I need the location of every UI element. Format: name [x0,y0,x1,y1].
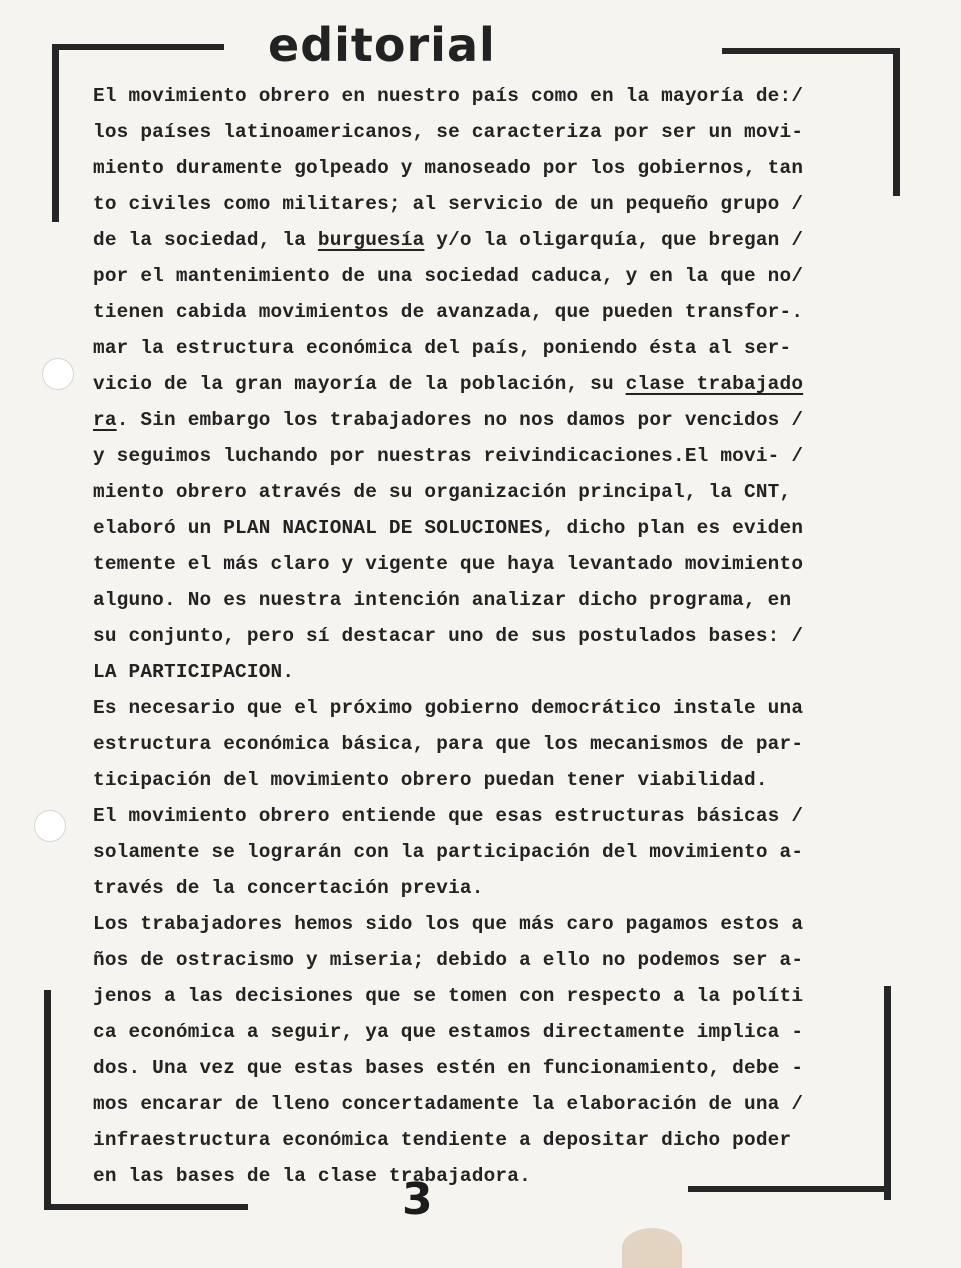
text-fragment: de la sociedad, la [93,229,318,251]
text-line-with-underline [93,366,893,402]
text-line: los países latinoamericanos, se caracteriza por ser un movi- [93,121,804,143]
frame-left-lower-bar [44,990,51,1208]
text-line: elaboró un PLAN NACIONAL DE SOLUCIONES, dicho plan es eviden [93,517,804,539]
text-line: dos. Una vez que estas bases estén en funcionamiento, debe - [93,1057,804,1079]
text-line: mar la estructura económica del país, poniendo ésta al ser- [93,337,792,359]
frame-top-right-bar [722,48,900,54]
text-line: LA PARTICIPACION. [93,661,295,683]
text-line: su conjunto, pero sí destacar uno de sus postulados bases: / [93,625,804,647]
editorial-body [93,78,893,1194]
underlined-word-burguesia: burguesía [317,229,425,251]
text-line: Es necesario que el próximo gobierno democrático instale una [93,697,804,719]
text-line: y seguimos luchando por nuestras reivindicaciones.El movi- / [93,445,804,467]
text-line: to civiles como militares; al servicio de un pequeño grupo / [93,193,804,215]
text-line: Los trabajadores hemos sido los que más caro pagamos estos a [93,913,804,935]
paper-tear [622,1228,682,1268]
frame-right-upper-bar [893,48,900,196]
frame-top-left-bar [52,44,224,50]
frame-bottom-left-bar [44,1204,248,1210]
text-line: temente el más claro y vigente que haya levantado movimiento [93,553,804,575]
text-fragment: y/o la oligarquía, que bregan / [424,229,804,251]
page-title: editorial [268,18,496,72]
text-line: miento duramente golpeado y manoseado por los gobiernos, tan [93,157,804,179]
text-line: mos encarar de lleno concertadamente la elaboración de una / [93,1093,804,1115]
text-line: jenos a las decisiones que se tomen con respecto a la políti [93,985,804,1007]
underlined-word-ra: ra [93,409,117,431]
text-line: miento obrero através de su organización principal, la CNT, [93,481,792,503]
text-line: estructura económica básica, para que los mecanismos de par- [93,733,804,755]
frame-left-upper-bar [52,44,59,222]
text-line-with-underline [93,402,893,438]
text-line: por el mantenimiento de una sociedad caduca, y en la que no/ [93,265,804,287]
text-line: través de la concertación previa. [93,877,484,899]
text-line: El movimiento obrero entiende que esas estructuras básicas / [93,805,804,827]
text-line-with-underline [93,222,893,258]
text-line: infraestructura económica tendiente a depositar dicho poder [93,1129,792,1151]
text-line: ticipación del movimiento obrero puedan tener viabilidad. [93,769,768,791]
text-line: ca económica a seguir, ya que estamos directamente implica - [93,1021,804,1043]
text-line: solamente se lograrán con la participación del movimiento a- [93,841,804,863]
text-line: alguno. No es nuestra intención analizar dicho programa, en [93,589,792,611]
page-number: 3 [402,1174,433,1225]
punch-hole-lower [34,810,66,842]
punch-hole-upper [42,358,74,390]
text-fragment: vicio de la gran mayoría de la población, su [93,373,626,395]
text-line: ños de ostracismo y miseria; debido a ello no podemos ser a- [93,949,804,971]
underlined-words-clase-trabajado: clase trabajado [625,373,804,395]
text-line: El movimiento obrero en nuestro país como en la mayoría de:/ [93,85,804,107]
text-line: en las bases de la clase trabajadora. [93,1165,531,1187]
text-fragment: . Sin embargo los trabajadores no nos damos por vencidos / [116,409,804,431]
text-line: tienen cabida movimientos de avanzada, que pueden transfor-. [93,301,804,323]
